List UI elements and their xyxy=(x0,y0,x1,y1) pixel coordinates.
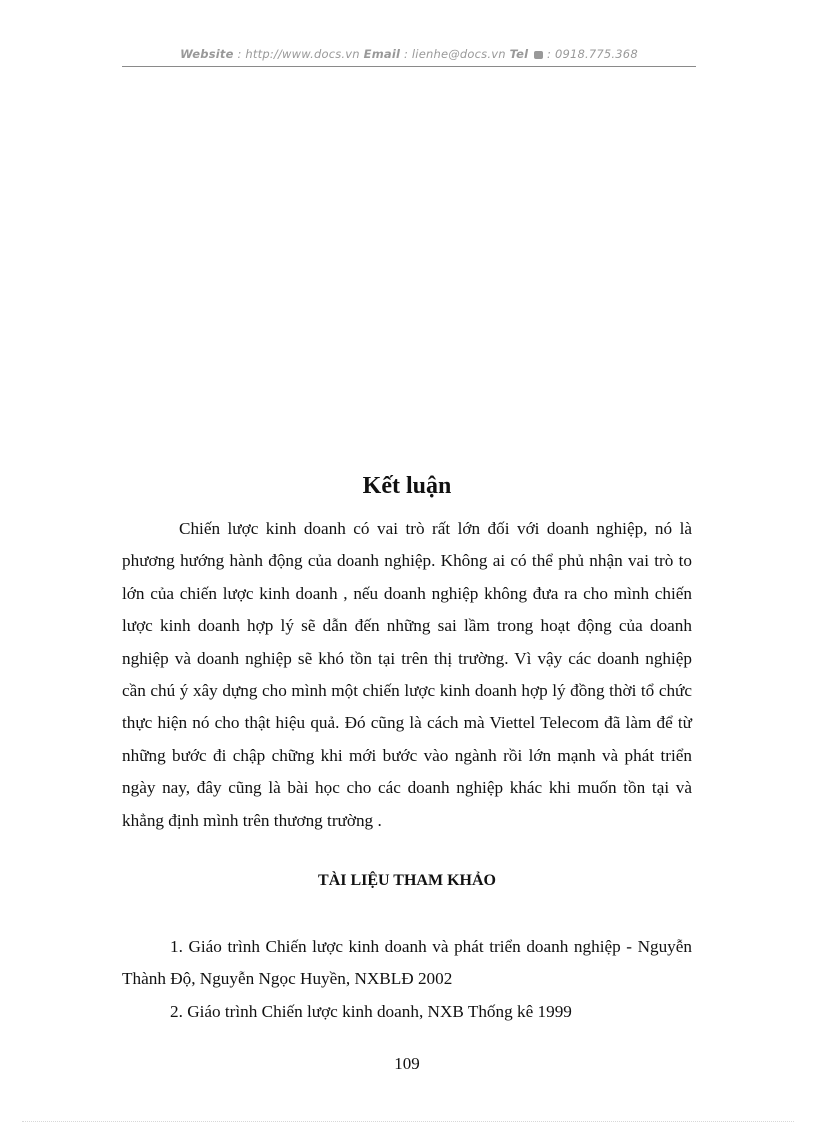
reference-item: 2. Giáo trình Chiến lược kinh doanh, NXB Thống kê 1999 xyxy=(170,1001,572,1021)
website-value: : http://www.docs.vn xyxy=(233,47,364,61)
page-bottom-border xyxy=(22,1121,794,1122)
website-label: Website xyxy=(180,47,234,61)
email-label: Email xyxy=(363,47,401,61)
references-heading: TÀI LIỆU THAM KHẢO xyxy=(318,872,496,889)
email-value: : lienhe@docs.vn xyxy=(400,47,510,61)
header-divider xyxy=(122,66,696,67)
conclusion-paragraph: Chiến lược kinh doanh có vai trò rất lớn đối với doanh nghiệp, nó là phương hướng hành động của doanh nghiệp. Không ai có thể phủ nhận vai trò to lớn của chiến lược kinh doanh , nếu doanh nghiệp không đưa ra cho mình chiến lược kinh doanh hợp lý sẽ dẫn đến những sai lầm trong hoạt động của doanh nghiệp và doanh nghiệp sẽ khó tồn tại trên thị trường. Vì vậy các doanh nghiệp cần chú ý xây dựng cho mình một chiến lược kinh doanh hợp lý đồng thời tổ chức thực hiện nó cho thật hiệu quả. Đó cũng là cách mà Viettel Telecom đã làm để từ những bước đi chập chững khi mới bước vào ngành rồi lớn mạnh và phát triển ngày nay, đây cũng là bài học cho các doanh nghiệp khác khi muốn tồn tại và khẳng định mình trên thương trường . xyxy=(122,519,692,830)
page-header xyxy=(122,47,696,61)
phone-icon xyxy=(534,51,543,59)
reference-item: 1. Giáo trình Chiến lược kinh doanh và phát triển doanh nghiệp - Nguyễn Thành Độ, Nguyễn Ngọc Huyền, NXBLĐ 2002 xyxy=(122,937,692,989)
page-title: Kết luận xyxy=(362,473,452,499)
references-list xyxy=(122,931,692,1028)
tel-label: Tel xyxy=(509,47,529,61)
tel-value: : 0918.775.368 xyxy=(543,47,638,61)
page-number: 109 xyxy=(394,1054,420,1073)
